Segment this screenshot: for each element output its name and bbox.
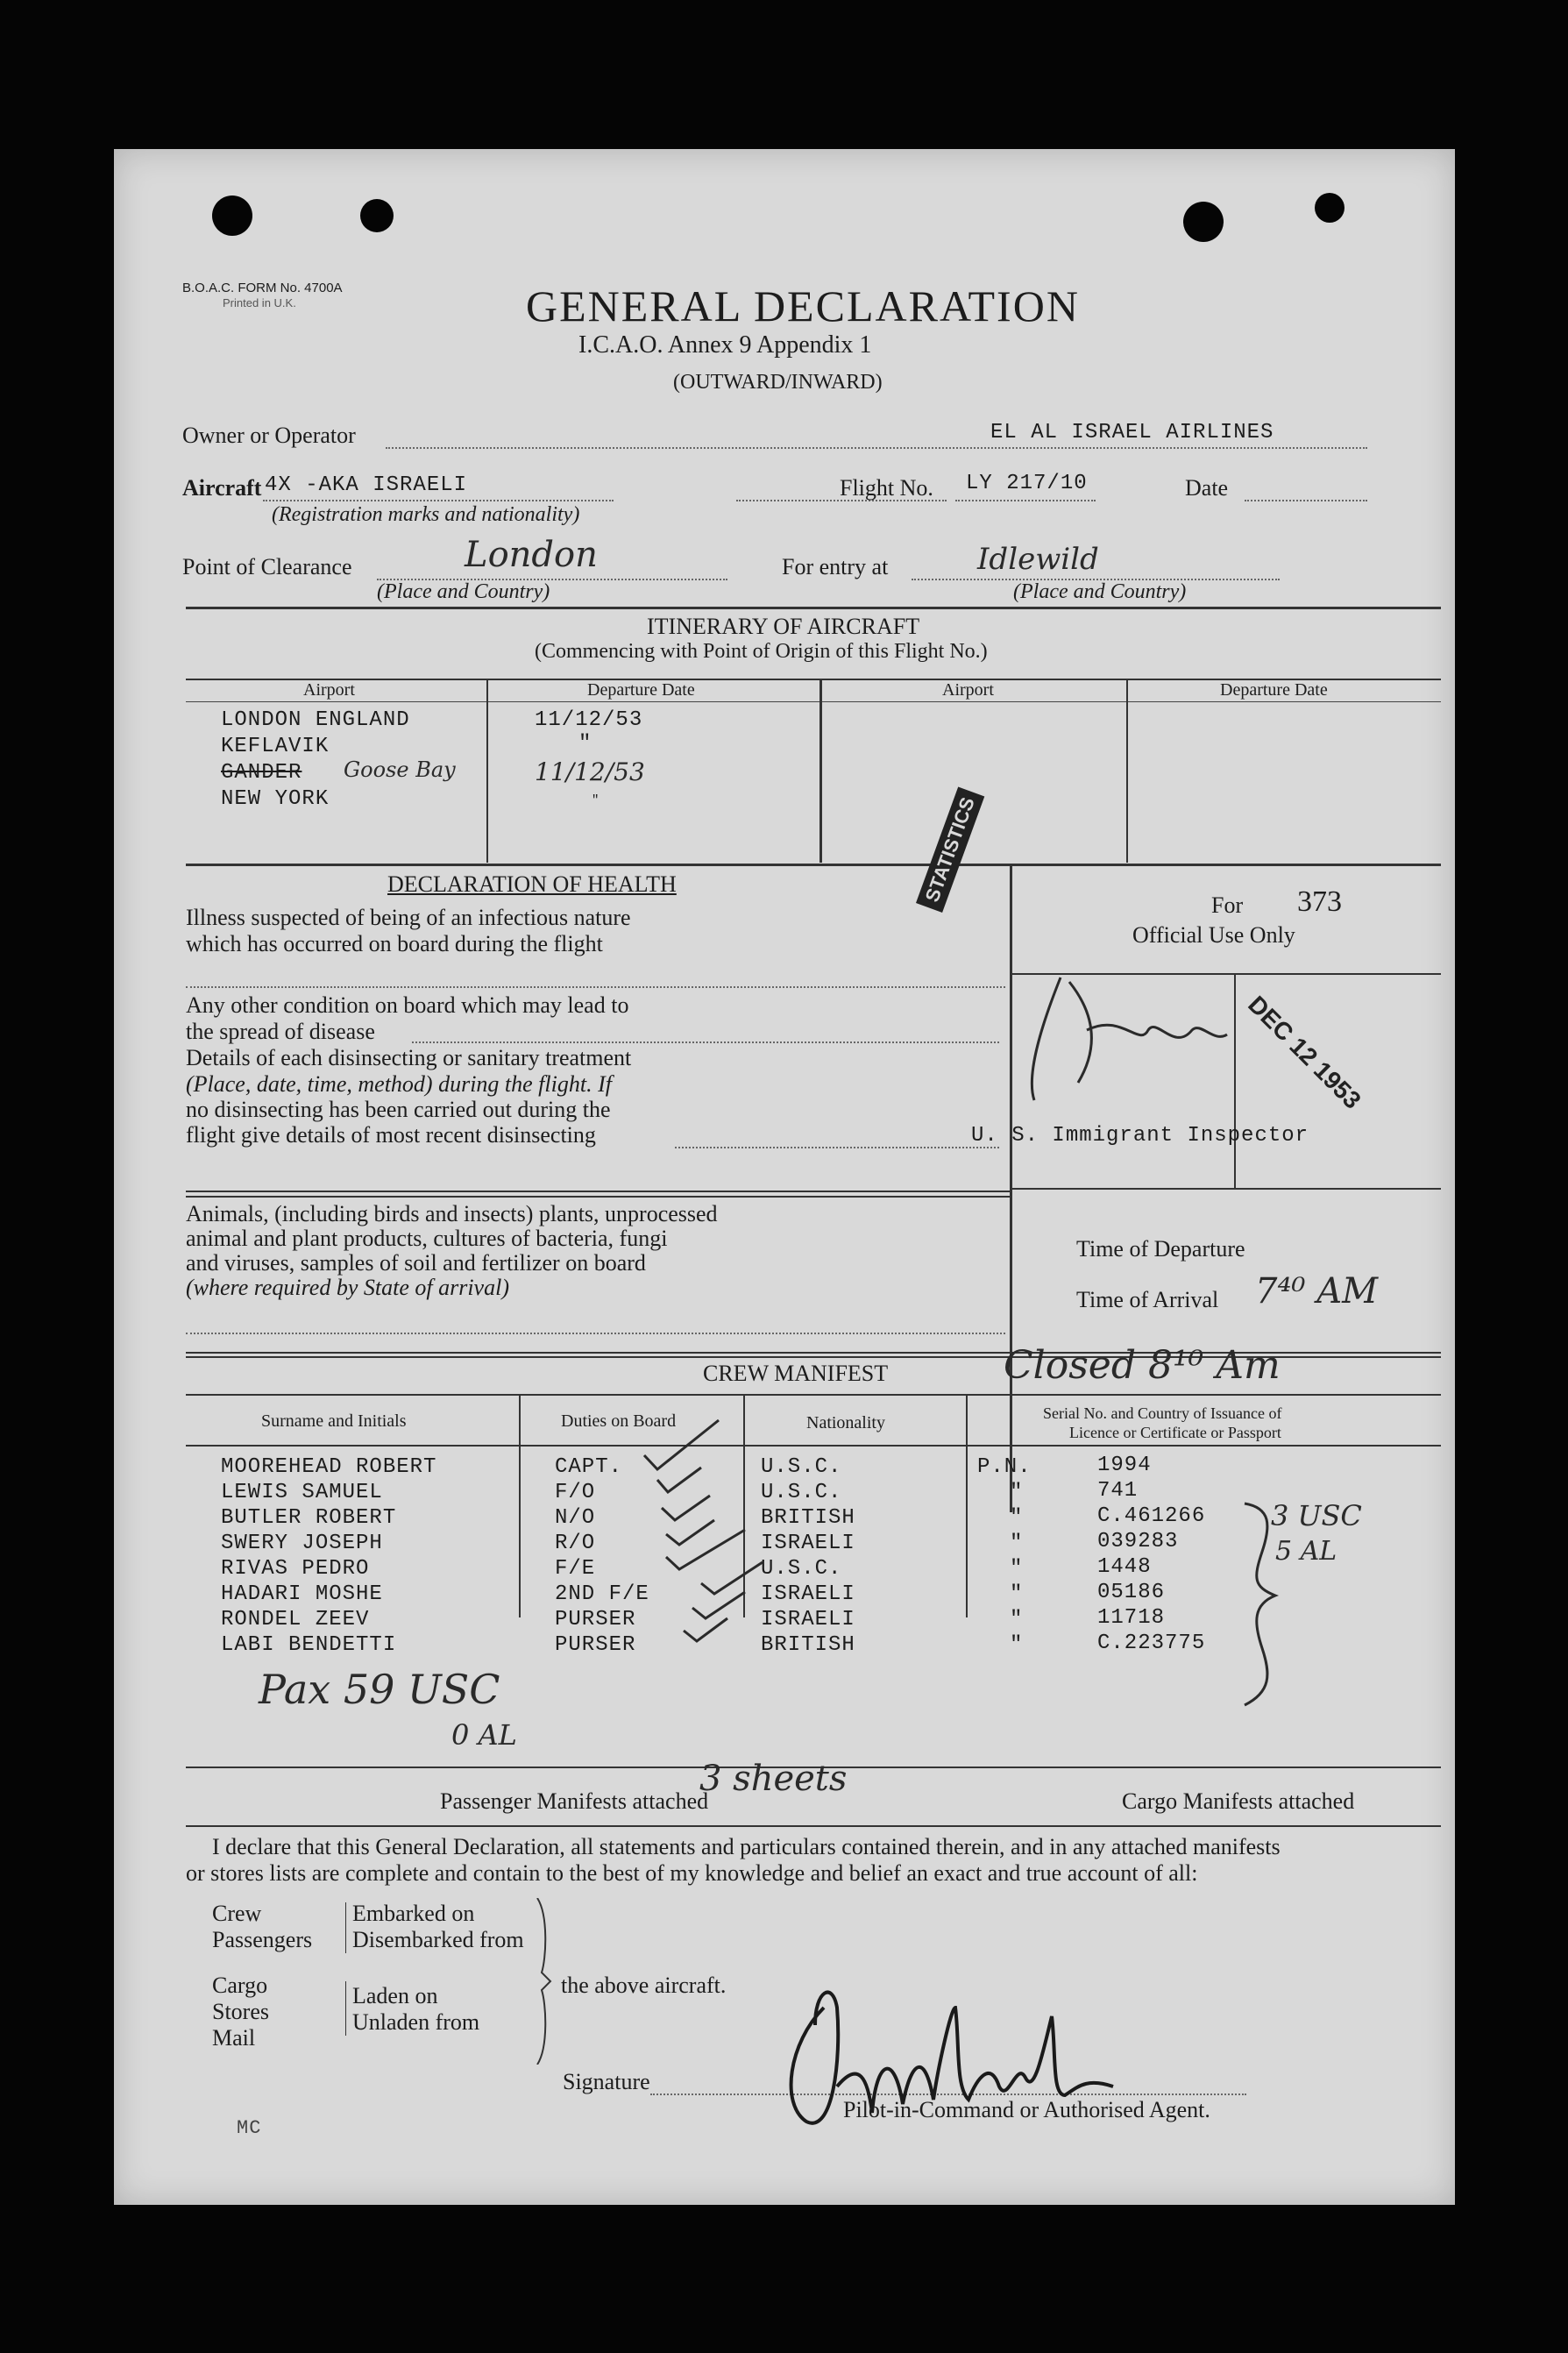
itinerary-airport: LONDON ENGLAND: [221, 708, 410, 732]
cargo-word: Cargo: [212, 1973, 268, 1998]
health-q4-line3: and viruses, samples of soil and fertilizer on board: [186, 1250, 646, 1276]
check-marks: [640, 1411, 780, 1666]
itinerary-subtitle: (Commencing with Point of Origin of this Flight No.): [535, 640, 988, 663]
entry-label: For entry at: [782, 554, 889, 579]
crew-serial-prefix: ": [1010, 1608, 1024, 1631]
itinerary-title: ITINERARY OF AIRCRAFT: [647, 614, 920, 639]
clearance-place-note: (Place and Country): [377, 580, 550, 603]
crew-name: SWERY JOSEPH: [221, 1532, 383, 1555]
health-q1-line1: Illness suspected of being of an infectious nature: [186, 905, 631, 930]
date-label: Date: [1185, 475, 1229, 501]
crew-duty: R/O: [555, 1532, 596, 1555]
cargo-manifest-label: Cargo Manifests attached: [1122, 1788, 1355, 1814]
official-for: For: [1211, 892, 1244, 918]
crew-nationality: BRITISH: [761, 1633, 855, 1657]
form-number: B.O.A.C. FORM No. 4700A: [182, 281, 343, 295]
crew-serial-prefix: ": [1010, 1481, 1024, 1504]
health-q4-line4: (where required by State of arrival): [186, 1275, 509, 1300]
inspector-signature: [1008, 969, 1236, 1118]
crew-word: Crew: [212, 1901, 262, 1926]
crew-nationality: U.S.C.: [761, 1481, 842, 1504]
crew-nationality: ISRAELI: [761, 1582, 855, 1606]
embarked-word: Embarked on: [352, 1901, 475, 1926]
crew-serial: 05186: [1097, 1581, 1166, 1604]
itinerary-airport: KEFLAVIK: [221, 735, 330, 758]
crew-serial: C.461266: [1097, 1504, 1206, 1528]
crew-bracket-note-1: 3 USC: [1271, 1499, 1362, 1532]
crew-serial: 1448: [1097, 1555, 1152, 1579]
crew-col-name: Surname and Initials: [261, 1411, 407, 1431]
health-q3-line4: flight give details of most recent disinsecting: [186, 1122, 596, 1148]
itinerary-date: ": [578, 732, 592, 756]
disembarked-word: Disembarked from: [352, 1927, 524, 1952]
crew-col-serial-2: Licence or Certificate or Passport: [1069, 1424, 1281, 1441]
laden-word: Laden on: [352, 1983, 438, 2008]
punch-hole: [1183, 202, 1224, 242]
crew-name: RIVAS PEDRO: [221, 1557, 370, 1581]
crew-bracket-note-2: 5 AL: [1275, 1536, 1337, 1567]
health-q4-line1: Animals, (including birds and insects) plants, unprocessed: [186, 1201, 718, 1226]
health-q3-line1: Details of each disinsecting or sanitary treatment: [186, 1045, 632, 1070]
crew-nationality: ISRAELI: [761, 1608, 855, 1631]
health-q2-line2: the spread of disease: [186, 1019, 375, 1044]
mail-word: Mail: [212, 2025, 256, 2051]
crew-name: MOOREHEAD ROBERT: [221, 1455, 437, 1479]
health-q2-line1: Any other condition on board which may lead to: [186, 992, 629, 1018]
itinerary-col-airport-2: Airport: [942, 680, 994, 700]
departure-label: Time of Departure: [1076, 1236, 1245, 1262]
inspector-label: U. S. Immigrant Inspector: [971, 1124, 1309, 1148]
crew-title: CREW MANIFEST: [703, 1361, 889, 1386]
itinerary-note: Goose Bay: [344, 757, 456, 782]
arrival-label: Time of Arrival: [1076, 1287, 1219, 1312]
crew-nationality: ISRAELI: [761, 1532, 855, 1555]
crew-serial-prefix: ": [1010, 1557, 1024, 1581]
date-received-stamp: DEC 12 1953: [1243, 991, 1366, 1114]
crew-serial: C.223775: [1097, 1631, 1206, 1655]
clearance-label: Point of Clearance: [182, 554, 352, 579]
health-title: DECLARATION OF HEALTH: [387, 871, 677, 897]
crew-duty: F/E: [555, 1557, 596, 1581]
official-use-label: Official Use Only: [1132, 922, 1295, 948]
crew-duty: CAPT.: [555, 1455, 623, 1479]
crew-serial-prefix: ": [1010, 1532, 1024, 1555]
crew-serial-prefix: P.N.: [977, 1455, 1032, 1479]
stores-word: Stores: [212, 1999, 269, 2024]
itinerary-col-airport-1: Airport: [303, 680, 355, 700]
form-subtitle: I.C.A.O. Annex 9 Appendix 1: [578, 331, 872, 359]
declaration-brace: [533, 1898, 559, 2065]
form-title: GENERAL DECLARATION: [526, 281, 1080, 331]
aircraft-label: Aircraft: [182, 475, 262, 501]
arrival-value: 7⁴⁰ AM: [1255, 1271, 1379, 1312]
entry-place-note: (Place and Country): [1013, 580, 1187, 603]
crew-serial-prefix: ": [1010, 1582, 1024, 1606]
passenger-manifest-note: 3 sheets: [699, 1759, 848, 1799]
crew-serial: 039283: [1097, 1530, 1179, 1553]
closed-note: Closed 8¹⁰ Am: [1004, 1343, 1281, 1388]
passenger-manifest-label: Passenger Manifests attached: [440, 1788, 709, 1814]
crew-nationality: U.S.C.: [761, 1557, 842, 1581]
itinerary-date: 11/12/53: [535, 708, 643, 732]
unladen-word: Unladen from: [352, 2009, 480, 2035]
crew-name: HADARI MOSHE: [221, 1582, 383, 1606]
crew-name: LEWIS SAMUEL: [221, 1481, 383, 1504]
crew-duty: N/O: [555, 1506, 596, 1530]
declaration-line-1: I declare that this General Declaration, all statements and particulars contained therein, and in any attached manifests: [212, 1834, 1281, 1859]
itinerary-airport: NEW YORK: [221, 787, 330, 811]
crew-col-serial-1: Serial No. and Country of Issuance of: [1043, 1404, 1282, 1422]
clearance-value: London: [465, 535, 598, 575]
itinerary-airport: GANDER: [221, 761, 302, 785]
crew-col-nationality: Nationality: [806, 1413, 885, 1432]
health-q3-line2: (Place, date, time, method) during the flight. If: [186, 1071, 612, 1097]
crew-serial-prefix: ": [1010, 1506, 1024, 1530]
initials-mark: MC: [237, 2117, 262, 2139]
form-sheet: [114, 149, 1455, 2205]
crew-nationality: U.S.C.: [761, 1455, 842, 1479]
crew-duty: PURSER: [555, 1633, 636, 1657]
itinerary-col-date-2: Departure Date: [1220, 680, 1328, 700]
crew-serial: 741: [1097, 1479, 1139, 1503]
punch-hole: [1315, 193, 1345, 223]
crew-serial: 11718: [1097, 1606, 1166, 1630]
crew-duty: PURSER: [555, 1608, 636, 1631]
itinerary-col-date-1: Departure Date: [587, 680, 695, 700]
crew-nationality: BRITISH: [761, 1506, 855, 1530]
pilot-in-command-label: Pilot-in-Command or Authorised Agent.: [843, 2097, 1210, 2122]
passenger-tally-1: Pax 59 USC: [259, 1666, 500, 1713]
health-q3-line3: no disinsecting has been carried out during the: [186, 1097, 611, 1122]
punch-hole: [212, 195, 252, 236]
itinerary-date: ": [592, 793, 600, 807]
official-number: 373: [1297, 885, 1342, 918]
owner-label: Owner or Operator: [182, 423, 356, 448]
crew-duty: F/O: [555, 1481, 596, 1504]
flight-value: LY 217/10: [966, 472, 1088, 495]
statistics-stamp: STATISTICS: [916, 786, 984, 913]
above-aircraft-text: the above aircraft.: [561, 1973, 727, 1998]
crew-name: RONDEL ZEEV: [221, 1608, 370, 1631]
health-q4-line2: animal and plant products, cultures of bacteria, fungi: [186, 1226, 668, 1251]
crew-col-duties: Duties on Board: [561, 1411, 677, 1431]
passengers-word: Passengers: [212, 1927, 313, 1952]
itinerary-date: 11/12/53: [535, 757, 645, 786]
entry-value: Idlewild: [977, 542, 1099, 577]
owner-value: EL AL ISRAEL AIRLINES: [990, 421, 1274, 444]
signature-label: Signature: [563, 2069, 650, 2094]
declaration-line-2: or stores lists are complete and contain to the best of my knowledge and belief an exact and true account of all:: [186, 1860, 1198, 1886]
crew-duty: 2ND F/E: [555, 1582, 649, 1606]
crew-name: BUTLER ROBERT: [221, 1506, 397, 1530]
direction-label: (OUTWARD/INWARD): [673, 371, 883, 394]
crew-serial-prefix: ": [1010, 1633, 1024, 1657]
passenger-tally-2: 0 AL: [451, 1718, 517, 1752]
crew-name: LABI BENDETTI: [221, 1633, 397, 1657]
aircraft-note: (Registration marks and nationality): [272, 503, 580, 526]
printed-note: Printed in U.K.: [223, 296, 296, 309]
punch-hole: [360, 199, 394, 232]
crew-serial: 1994: [1097, 1454, 1152, 1477]
pilot-signature: [763, 1955, 1131, 2157]
aircraft-value: 4X -AKA ISRAELI: [265, 473, 468, 497]
flight-label: Flight No.: [840, 475, 933, 501]
health-q1-line2: which has occurred on board during the flight: [186, 931, 603, 956]
